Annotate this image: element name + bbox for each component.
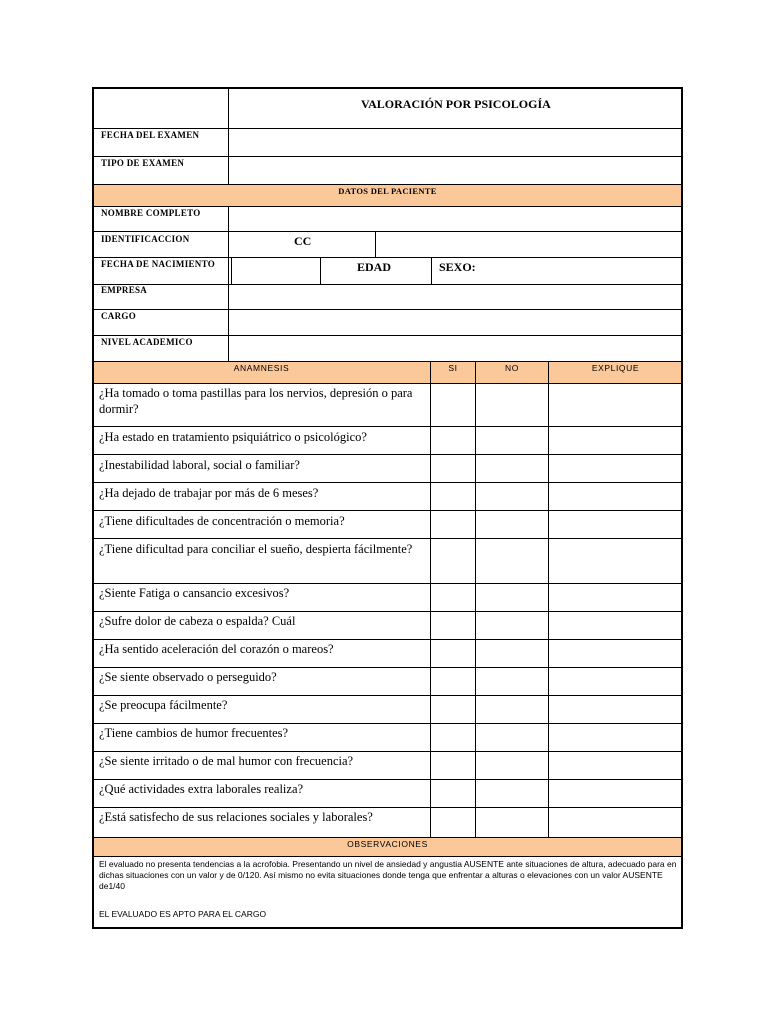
- nombre-field[interactable]: [229, 207, 681, 231]
- question-5: ¿Tiene dificultades de concentración o memoria?: [99, 514, 345, 528]
- question-6: ¿Tiene dificultad para conciliar el sueño, despierta fácilmente?: [99, 542, 413, 556]
- identificacion-field[interactable]: [376, 232, 681, 257]
- question-9: ¿Ha sentido aceleración del corazón o mareos?: [99, 642, 334, 656]
- fecha-examen-label: FECHA DEL EXAMEN: [101, 130, 200, 140]
- nivel-academico-label: NIVEL ACADEMICO: [101, 337, 193, 347]
- cargo-field[interactable]: [229, 310, 681, 335]
- fecha-examen-field[interactable]: [229, 129, 681, 156]
- fecha-nacimiento-label: FECHA DE NACIMIENTO: [101, 259, 216, 269]
- question-14: ¿Qué actividades extra laborales realiza?: [99, 782, 304, 796]
- question-2: ¿Ha estado en tratamiento psiquiátrico o psicológico?: [99, 430, 367, 444]
- form-title: VALORACIÓN POR PSICOLOGÍA: [361, 97, 551, 111]
- cargo-label: CARGO: [101, 311, 136, 321]
- observaciones-header: OBSERVACIONES: [347, 839, 428, 849]
- sexo-label: SEXO:: [439, 260, 476, 274]
- identificacion-label: IDENTIFICACCION: [101, 234, 190, 244]
- nivel-academico-field[interactable]: [229, 336, 681, 361]
- question-4: ¿Ha dejado de trabajar por más de 6 meses?: [99, 486, 319, 500]
- question-11: ¿Se preocupa fácilmente?: [99, 698, 228, 712]
- question-13: ¿Se siente irritado o de mal humor con frecuencia?: [99, 754, 354, 768]
- anamnesis-header: ANAMNESIS: [233, 363, 290, 373]
- conclusion-text: EL EVALUADO ES APTO PARA EL CARGO: [99, 909, 267, 919]
- question-7: ¿Siente Fatiga o cansancio excesivos?: [99, 586, 290, 600]
- empresa-field[interactable]: [229, 285, 681, 309]
- empresa-label: EMPRESA: [101, 285, 148, 295]
- question-8: ¿Sufre dolor de cabeza o espalda? Cuál: [99, 614, 296, 628]
- no-header: NO: [505, 363, 519, 373]
- question-12: ¿Tiene cambios de humor frecuentes?: [99, 726, 289, 740]
- si-header: SI: [448, 363, 458, 373]
- edad-label: EDAD: [357, 260, 392, 274]
- tipo-examen-field[interactable]: [229, 157, 681, 184]
- nombre-label: NOMBRE COMPLETO: [101, 208, 201, 218]
- observaciones-text: El evaluado no presenta tendencias a la acrofobia. Presentando un nivel de ansiedad y angustia AUSENTE ante situaciones de altura, adecuado para en dichas situaciones con un valor y de 0/120. Así mismo no evita situaciones donde tenga que enfrentar a alturas o elevaciones con un valor AUSENTE de1/40: [99, 859, 677, 891]
- cc-label: CC: [294, 234, 312, 248]
- fecha-nacimiento-field[interactable]: [232, 258, 320, 284]
- question-10: ¿Se siente observado o perseguido?: [99, 670, 277, 684]
- question-15: ¿Está satisfecho de sus relaciones sociales y laborales?: [99, 810, 373, 824]
- question-3: ¿Inestabilidad laboral, social o familiar?: [99, 458, 300, 472]
- datos-paciente-title: DATOS DEL PACIENTE: [338, 186, 437, 196]
- tipo-examen-label: TIPO DE EXAMEN: [101, 158, 185, 168]
- explique-header: EXPLIQUE: [591, 363, 640, 373]
- question-1: ¿Ha tomado o toma pastillas para los nervios, depresión o para dormir?: [99, 386, 413, 416]
